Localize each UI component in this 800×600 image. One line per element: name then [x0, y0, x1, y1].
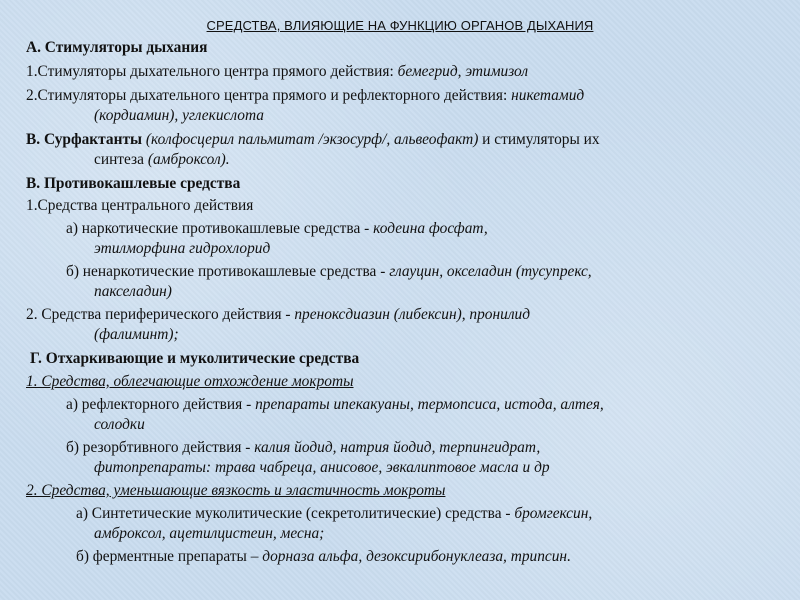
line-a2-drugs: никетамид [511, 87, 585, 104]
mucolytic-synthetic-drugs: бромгексин, [514, 505, 593, 522]
antitussive-nonnarcotic-text: б) ненаркотические противокашлевые средства - [66, 263, 390, 280]
line-a2 [26, 86, 584, 106]
section-a-heading: А. Стимуляторы дыхания [26, 39, 208, 56]
antitussive-peripheral-drugs: преноксдиазин (либексин), пронилид [294, 306, 531, 323]
surfactants-cont [94, 150, 230, 170]
expectorant-resorptive-cont: фитопрепараты: трава чабреца, анисовое, эвкалиптовое масла и др [94, 459, 550, 476]
antitussive-narcotic-cont: этилморфина гидрохлорид [94, 240, 271, 257]
mucolytic-enzymes [76, 547, 571, 567]
mucolytic-synthetic [76, 504, 592, 524]
antitussive-narcotic [66, 219, 488, 239]
antitussive-narcotic-text: а) наркотические противокашлевые средства - [66, 220, 374, 237]
expectorant-reflex-text: а) рефлекторного действия - [66, 396, 256, 413]
expectorant-resorptive-text: б) резорбтивного действия - [66, 439, 255, 456]
mucolytic-enzymes-drugs: дорназа альфа, дезоксирибонуклеаза, трипсин. [262, 548, 571, 565]
antitussive-peripheral-text: 2. Средства периферического действия - [26, 306, 295, 323]
expectorant-reflex-drugs: препараты ипекакуаны, термопсиса, истода, алтея, [255, 396, 604, 413]
mucolytic-synthetic-cont: амброксол, ацетилцистеин, месна; [94, 525, 325, 542]
surfactants-text: и стимуляторы их [478, 131, 600, 148]
mucolytic-enzymes-text: б) ферментные препараты – [76, 548, 263, 565]
surfactants-drugs: (колфосцерил пальмитат /экзосурф/, альвеофакт) [145, 131, 479, 148]
antitussive-central: 1.Средства центрального действия [26, 197, 254, 214]
section-surfactants-heading: В. Сурфактанты [26, 131, 146, 148]
section-antitussive-heading: В. Противокашлевые средства [26, 175, 241, 192]
antitussive-peripheral [26, 305, 530, 325]
line-a1 [26, 62, 528, 82]
expectorant-resorptive-drugs: калия йодид, натрия йодид, терпингидрат, [254, 439, 541, 456]
line-a2-cont: (кордиамин), углекислота [94, 107, 264, 124]
line-a1-drugs: бемегрид, этимизол [397, 63, 529, 80]
expectorant-reflex [66, 395, 604, 415]
section-expectorant-heading: Г. Отхаркивающие и муколитические средства [30, 350, 360, 367]
antitussive-nonnarcotic-drugs: глауцин, окселадин (тусупрекс, [389, 263, 592, 280]
surfactants-cont-drug: (амброксол). [147, 151, 230, 168]
line-a2-text: 2.Стимуляторы дыхательного центра прямого и рефлекторного действия: [26, 87, 512, 104]
section-surfactants [26, 130, 600, 150]
expectorant-group-2: 2. Средства, уменьшающие вязкость и эластичность мокроты [26, 482, 446, 499]
line-a1-text: 1.Стимуляторы дыхательного центра прямого действия: [26, 63, 398, 80]
antitussive-nonnarcotic [66, 262, 592, 282]
antitussive-narcotic-drugs: кодеина фосфат, [373, 220, 488, 237]
antitussive-nonnarcotic-cont: пакселадин) [94, 283, 172, 300]
surfactants-cont-text: синтеза [94, 151, 148, 168]
expectorant-resorptive [66, 438, 540, 458]
slide-title: СРЕДСТВА, ВЛИЯЮЩИЕ НА ФУНКЦИЮ ОРГАНОВ ДЫХАНИЯ [206, 18, 594, 33]
antitussive-peripheral-cont: (фалиминт); [94, 326, 179, 343]
mucolytic-synthetic-text: а) Синтетические муколитические (секретолитические) средства - [76, 505, 515, 522]
expectorant-group-1: 1. Средства, облегчающие отхождение мокроты [26, 373, 354, 390]
expectorant-reflex-cont: солодки [94, 416, 145, 433]
